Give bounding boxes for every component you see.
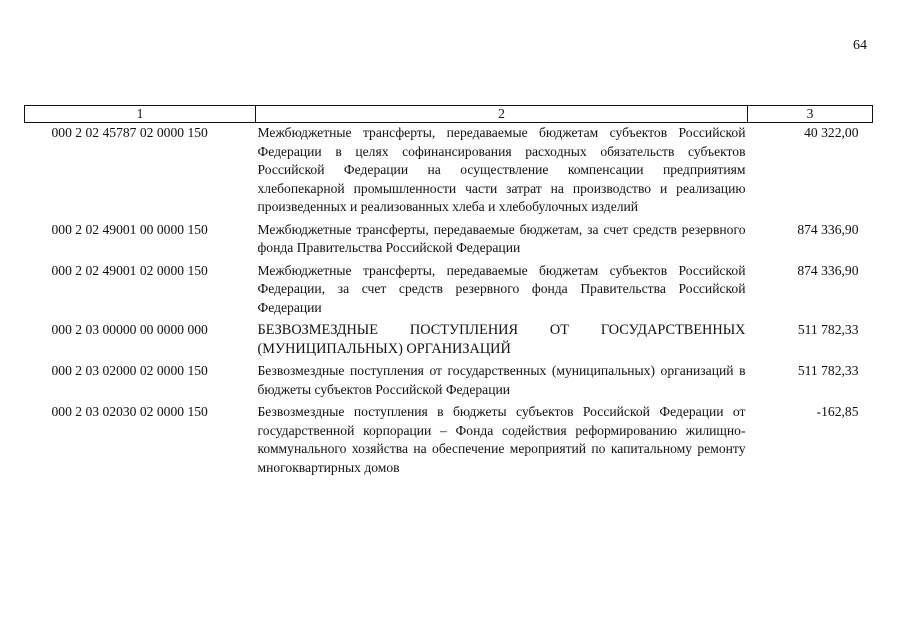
- row-amount: 874 336,90: [797, 221, 859, 237]
- table-row: [25, 318, 873, 359]
- table-row: [25, 123, 873, 218]
- row-amount: 874 336,90: [797, 262, 859, 278]
- row-description: Межбюджетные трансферты, передаваемые бюджетам субъектов Российской Федерации, за счет средств резервного фонда Правительства Российской Федерации: [257, 262, 746, 315]
- budget-code: 000 2 02 49001 02 0000 150: [51, 262, 208, 278]
- table-row: [25, 259, 873, 319]
- table-row: [25, 400, 873, 478]
- column-header-1: 1: [25, 106, 256, 123]
- row-amount: 40 322,00: [804, 125, 859, 140]
- row-description: Безвозмездные поступления в бюджеты субъектов Российской Федерации от государственной корпорации – Фонда содействия реформированию жилищно-коммунального хозяйства на обеспечение мероприятий по капитальному ремонту многоквартирных домов: [257, 404, 746, 475]
- row-description: Межбюджетные трансферты, передаваемые бюджетам субъектов Российской Федерации в целях софинансирования расходных обязательств субъектов Российской Федерации на осуществление компенсации предприятиям хлебопекарной промышленности части затрат на производство и реализацию произведенных и реализованных хлеба и хлебобулочных изделий: [257, 125, 746, 214]
- column-header-3: 3: [748, 106, 873, 123]
- table-row: [25, 359, 873, 400]
- column-header-2: 2: [256, 106, 748, 123]
- budget-code: 000 2 02 45787 02 0000 150: [51, 125, 208, 140]
- row-amount: -162,85: [816, 404, 859, 419]
- budget-code: 000 2 03 02030 02 0000 150: [51, 404, 208, 419]
- budget-code: 000 2 02 49001 00 0000 150: [51, 221, 208, 237]
- row-description: Межбюджетные трансферты, передаваемые бюджетам, за счет средств резервного фонда Правительства Российской Федерации: [257, 221, 746, 255]
- row-amount: 511 782,33: [797, 363, 859, 378]
- table-row: [25, 218, 873, 259]
- budget-code: 000 2 03 00000 00 0000 000: [51, 322, 208, 337]
- table-header-row: [25, 106, 873, 123]
- budget-table: [24, 105, 873, 478]
- row-amount: 511 782,33: [797, 322, 859, 337]
- row-description: БЕЗВОЗМЕЗДНЫЕ ПОСТУПЛЕНИЯ ОТ ГОСУДАРСТВЕННЫХ (МУНИЦИПАЛЬНЫХ) ОРГАНИЗАЦИЙ: [257, 322, 746, 357]
- row-description: Безвозмездные поступления от государственных (муниципальных) организаций в бюджеты субъектов Российской Федерации: [257, 363, 746, 397]
- budget-code: 000 2 03 02000 02 0000 150: [51, 363, 208, 378]
- page-number: 64: [853, 38, 867, 53]
